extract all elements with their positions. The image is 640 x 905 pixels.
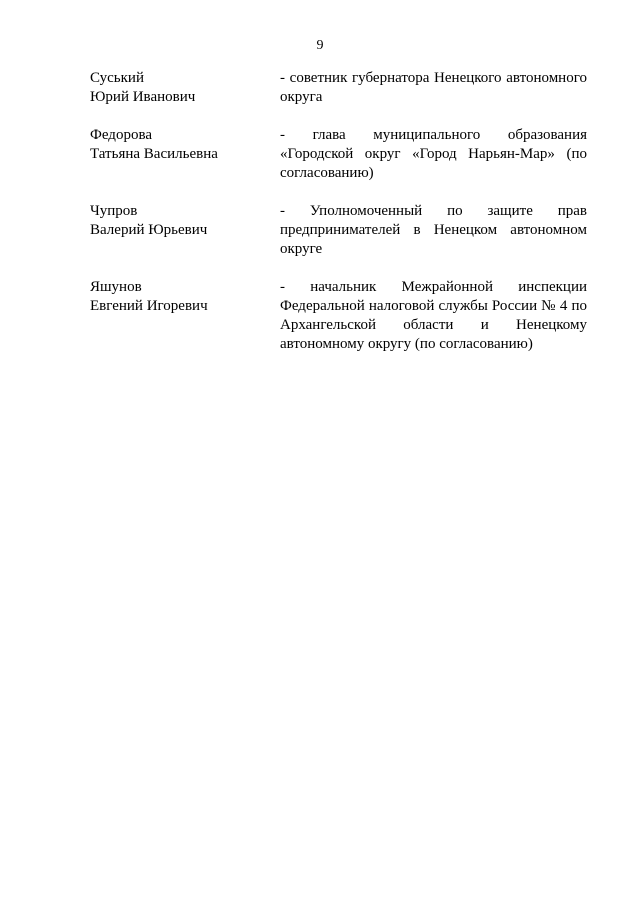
- member-surname: Суський: [90, 70, 144, 86]
- member-row: [90, 202, 590, 259]
- member-name: [90, 202, 280, 259]
- members-list: [90, 69, 590, 373]
- member-given-names: Татьяна Васильевна: [90, 146, 218, 162]
- member-row: [90, 278, 590, 354]
- member-role: - Уполномоченный по защите прав предпринимателей в Ненецком автономном округе: [280, 203, 587, 257]
- member-name: [90, 126, 280, 183]
- member-name: [90, 278, 280, 354]
- member-row: [90, 69, 590, 107]
- member-name: [90, 69, 280, 107]
- member-role: - глава муниципального образования «Городской округ «Город Нарьян-Мар» (по согласованию): [280, 127, 587, 181]
- member-surname: Яшунов: [90, 279, 142, 295]
- member-given-names: Евгений Игоревич: [90, 298, 208, 314]
- member-given-names: Юрий Иванович: [90, 89, 196, 105]
- member-surname: Чупров: [90, 203, 138, 219]
- member-surname: Федорова: [90, 127, 152, 143]
- member-row: [90, 126, 590, 183]
- page-number: 9: [316, 38, 324, 53]
- member-given-names: Валерий Юрьевич: [90, 222, 208, 238]
- member-role: - советник губернатора Ненецкого автономного округа: [280, 70, 587, 105]
- member-role: - начальник Межрайонной инспекции Федеральной налоговой службы России № 4 по Архангельской области и Ненецкому автономному округу (по согласованию): [280, 279, 587, 352]
